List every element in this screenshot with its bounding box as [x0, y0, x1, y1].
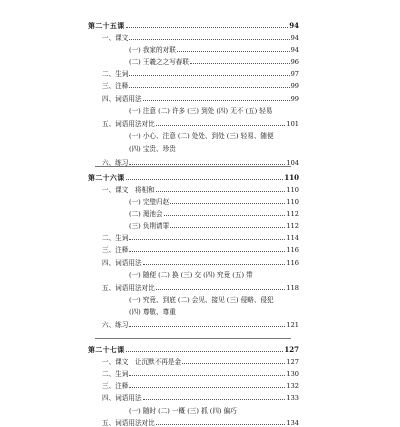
dot-leader: [164, 215, 286, 216]
toc-entry-title: 三、注释: [102, 246, 129, 254]
toc-page-number: 133: [286, 394, 299, 402]
toc-section-entry: [102, 230, 299, 242]
toc-entry-title: (一) 完璧归赵: [129, 198, 170, 206]
dot-leader: [129, 387, 285, 388]
toc-section-entry: [102, 255, 299, 267]
toc-page-number: 127: [286, 358, 299, 366]
toc-page-number: 121: [286, 321, 299, 329]
dot-leader: [156, 191, 286, 192]
toc-subitem-entry: [129, 267, 299, 279]
toc-entry-title: 三、注释: [102, 382, 129, 390]
toc-page-number: 116: [286, 246, 299, 254]
toc-lesson-heading: [88, 18, 299, 30]
toc-entry-title: 六、练习: [102, 321, 129, 329]
dot-leader: [156, 125, 286, 126]
dot-leader: [126, 351, 284, 352]
toc-entry-title: 一、课文 将相和: [102, 186, 155, 194]
toc-subitem-entry: [129, 218, 299, 230]
toc-entry-title: 第二十五课: [88, 21, 125, 30]
toc-page-number: 114: [286, 234, 299, 242]
toc-subitem-entry: [129, 42, 299, 54]
toc-subitem-entry: [129, 194, 299, 206]
dot-leader: [177, 51, 290, 52]
dot-leader: [143, 264, 286, 265]
toc-page-number: 94: [289, 21, 299, 30]
toc-page-number: 94: [290, 46, 299, 54]
toc-page-number: 112: [286, 222, 299, 230]
dot-leader: [156, 424, 286, 425]
toc-entry-title: 二、生词: [102, 234, 129, 242]
toc-subitem-entry: [129, 103, 299, 115]
toc-entry-title: (一) 究竟、到底 (二) 会见、接见 (三) 侵略、侵犯: [129, 296, 274, 304]
toc-page-number: 94: [290, 34, 299, 42]
toc-entry-title: (三) 负荆请罪: [129, 222, 170, 230]
dot-leader: [129, 326, 285, 327]
toc-page-number: 130: [286, 370, 299, 378]
toc-page-number: 118: [286, 284, 299, 292]
toc-lesson-heading: [88, 170, 299, 182]
dot-leader: [143, 100, 290, 101]
dot-leader: [129, 251, 285, 252]
toc-entry-title: 二、生词: [102, 370, 129, 378]
toc-section-entry: [102, 66, 299, 78]
toc-page-number: 134: [286, 419, 299, 427]
dot-leader: [182, 363, 285, 364]
lesson-divider-rule: [95, 166, 291, 167]
toc-entry-title: (四) 宝贵、珍贵: [129, 145, 176, 153]
toc-subitem-entry: [129, 403, 299, 415]
toc-lesson-heading: [88, 342, 299, 354]
dot-leader: [129, 75, 289, 76]
toc-section-entry: [102, 354, 299, 366]
toc-entry-title: 五、词语用法对比: [102, 120, 155, 128]
toc-section-entry: [102, 116, 299, 128]
toc-page-number: 97: [290, 70, 299, 78]
toc-page-number: 112: [286, 210, 299, 218]
dot-leader: [129, 87, 289, 88]
dot-leader: [170, 203, 285, 204]
toc-page-number: 110: [286, 198, 299, 206]
toc-page-number: 99: [290, 82, 299, 90]
toc-page-number: 127: [284, 345, 299, 354]
toc-entry-title: (一) 注意 (二) 许多 (三) 到处 (四) 无不 (五) 轻易: [129, 107, 273, 115]
toc-page-number: 132: [286, 382, 299, 390]
toc-subitem-entry: [129, 54, 299, 66]
toc-section-entry: [102, 390, 299, 402]
toc-section-entry: [102, 378, 299, 390]
toc-entry-title: (四) 尊敬、尊重: [129, 308, 176, 316]
toc-entry-title: 二、生词: [102, 70, 129, 78]
toc-entry-title: 三、注释: [102, 82, 129, 90]
toc-section-entry: [102, 182, 299, 194]
toc-entry-title: 四、词语用法: [102, 95, 142, 103]
toc-subitem-entry: [129, 304, 299, 316]
toc-subitem-entry: [129, 128, 299, 140]
dot-leader: [126, 179, 284, 180]
toc-subitem-entry: [129, 206, 299, 218]
toc-section-entry: [102, 280, 299, 292]
toc-entry-title: (一) 随时 (二) 一概 (三) 抓 (四) 偏巧: [129, 407, 237, 415]
toc-page-number: 96: [290, 58, 299, 66]
toc-section-entry: [102, 91, 299, 103]
toc-entry-title: 一、课文 让沉默不再是金: [102, 358, 182, 366]
toc-entry-title: 一、课文: [102, 34, 129, 42]
toc-entry-title: (二) 渑池会: [129, 210, 163, 218]
toc-entry-title: (一) 我家的对联: [129, 46, 176, 54]
toc-page-number: 110: [284, 173, 299, 182]
toc-page-number: 110: [286, 186, 299, 194]
toc-entry-title: 四、词语用法: [102, 394, 142, 402]
toc-section-entry: [102, 415, 299, 427]
toc-entry-title: 第二十六课: [88, 173, 125, 182]
toc-entry-title: 第二十七课: [88, 345, 125, 354]
toc-page-number: 116: [286, 259, 299, 267]
toc-entry-title: (二) 王羲之之写春联: [129, 58, 189, 66]
toc-subitem-entry: [129, 141, 299, 153]
toc-section-entry: [102, 366, 299, 378]
toc-section-entry: [102, 317, 299, 329]
toc-entry-title: (一) 随便 (二) 换 (三) 交 (四) 究竟 (五) 带: [129, 271, 253, 279]
dot-leader: [170, 227, 285, 228]
lesson-divider-rule: [95, 338, 291, 339]
dot-leader: [129, 375, 285, 376]
dot-leader: [129, 164, 285, 165]
toc-section-entry: [102, 78, 299, 90]
toc-entry-title: 六、练习: [102, 159, 129, 167]
dot-leader: [156, 289, 286, 290]
toc-page-number: 99: [290, 95, 299, 103]
toc-page-number: 104: [286, 159, 299, 167]
toc-entry-title: 五、词语用法对比: [102, 419, 155, 427]
toc-section-entry: [102, 30, 299, 42]
dot-leader: [129, 39, 289, 40]
toc-subitem-entry: [129, 292, 299, 304]
toc-section-entry: [102, 242, 299, 254]
toc-entry-title: 四、词语用法: [102, 259, 142, 267]
dot-leader: [190, 63, 290, 64]
dot-leader: [126, 27, 289, 28]
dot-leader: [129, 239, 285, 240]
toc-entry-title: 五、词语用法对比: [102, 284, 155, 292]
toc-entry-title: (一) 小心、注意 (二) 处处、到处 (三) 轻易、随便: [129, 132, 274, 140]
toc-page-number: 101: [286, 120, 299, 128]
